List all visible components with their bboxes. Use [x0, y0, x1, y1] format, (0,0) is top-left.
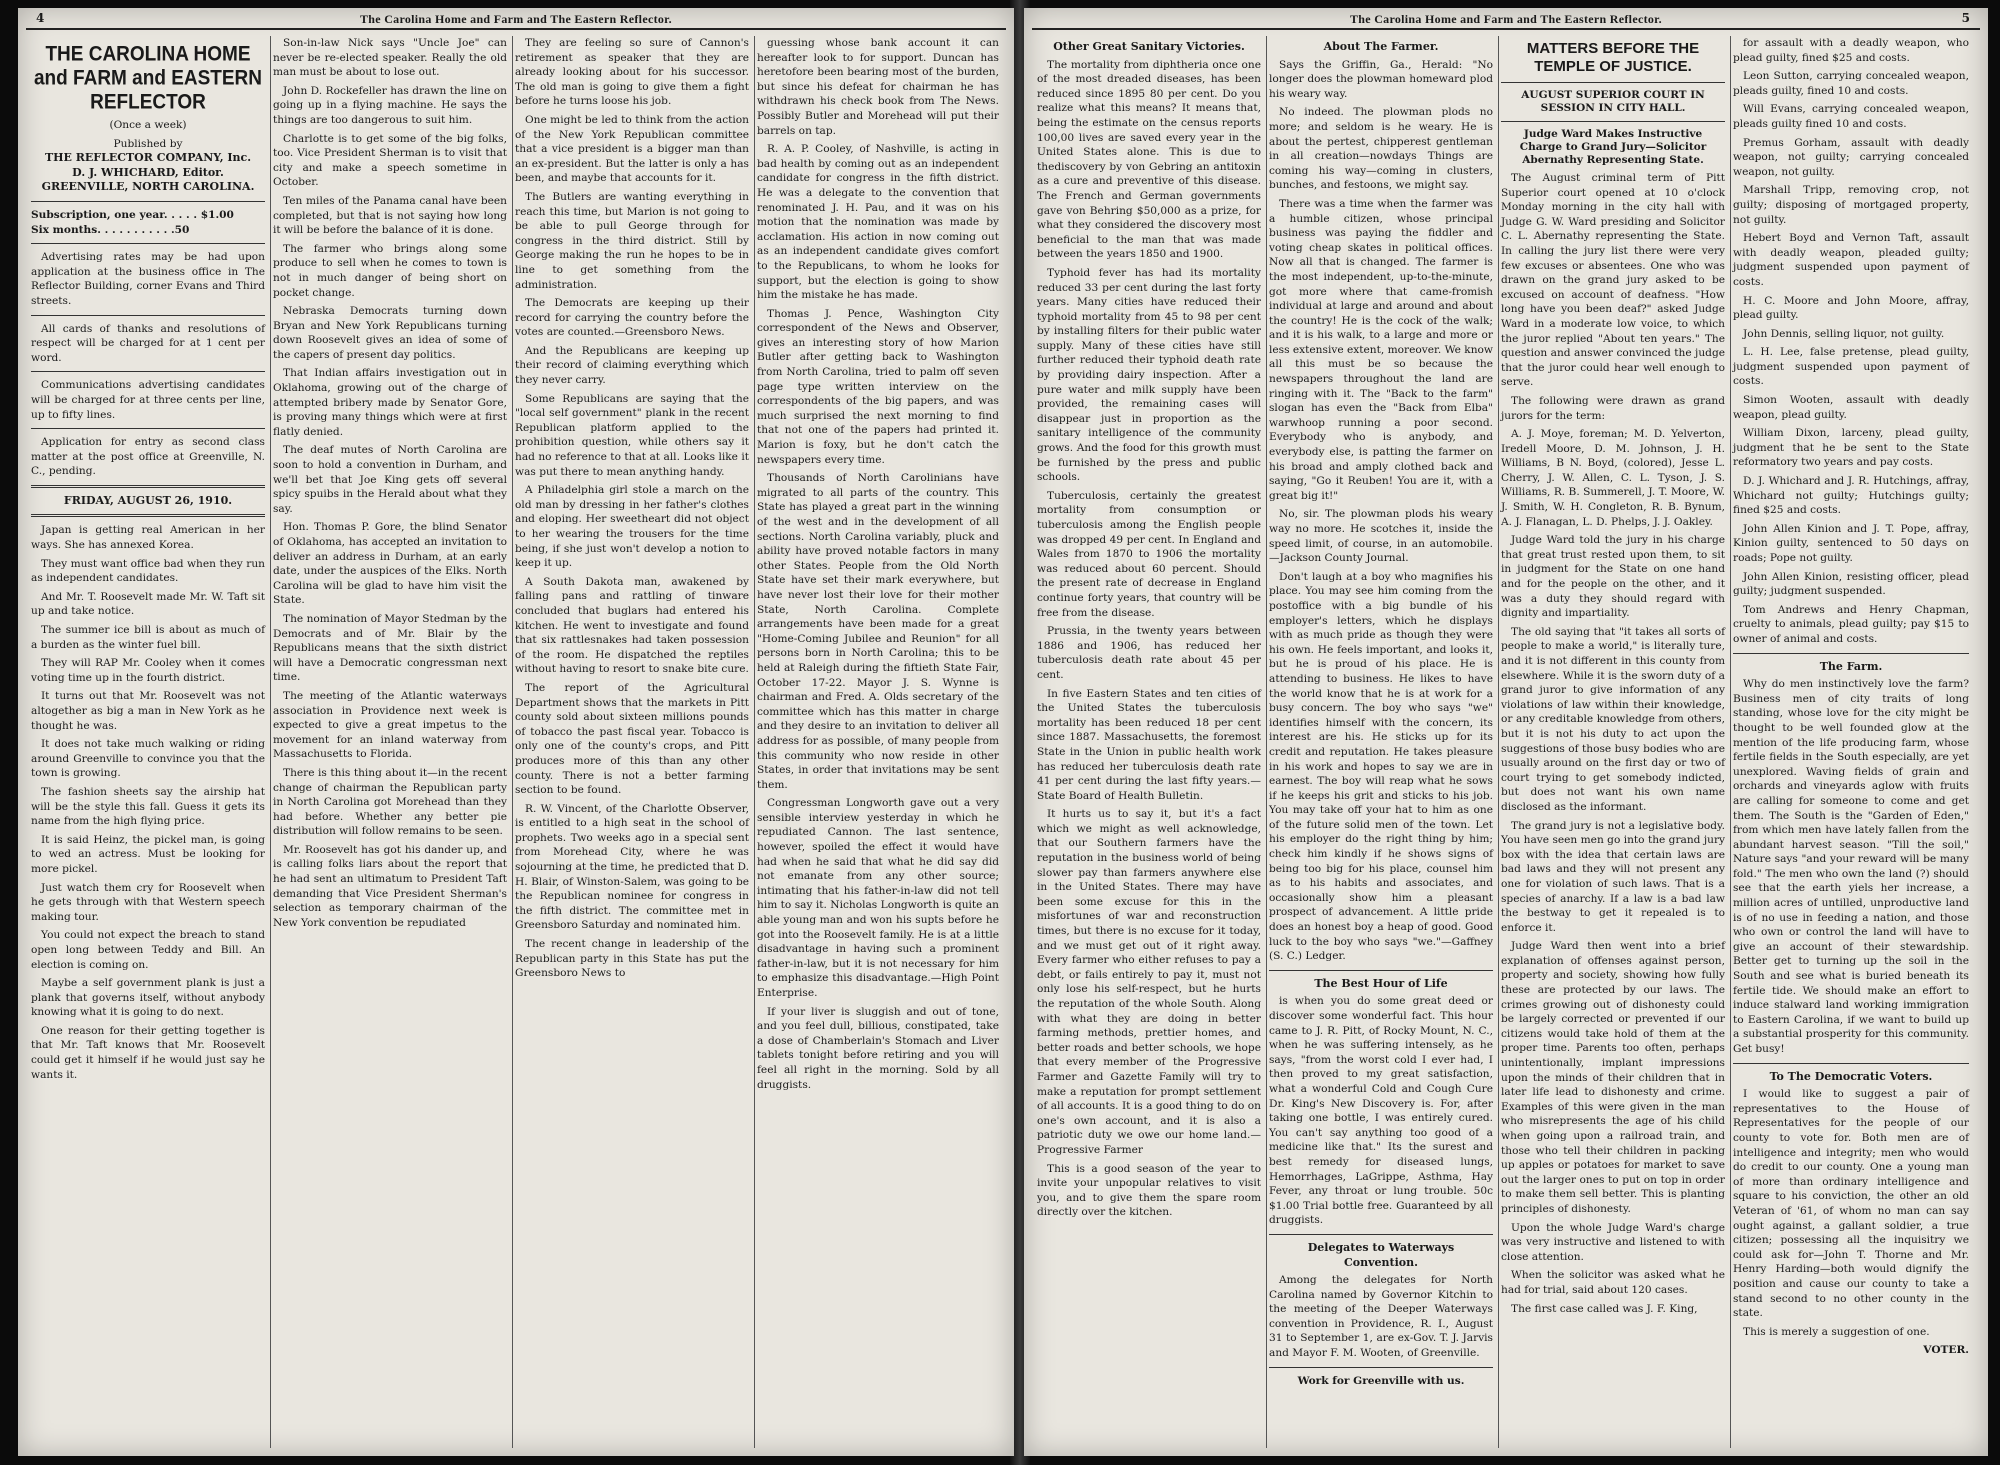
- voters-signature: VOTER.: [1923, 1344, 1969, 1357]
- rule: [31, 315, 265, 316]
- article-paragraph: The fashion sheets say the airship hat will be the style this fall. Guess it gets its name from the high flying price.: [31, 785, 265, 828]
- published-by: Published by: [113, 137, 183, 150]
- newspaper-page-right: [1024, 8, 1988, 1456]
- article-paragraph: Tom Andrews and Henry Chapman, cruelty to animals, plead guilty; pay $15 to owner of animal and costs.: [1733, 603, 1969, 645]
- article-paragraph: One reason for their getting together is that Mr. Taft knows that Mr. Roosevelt could get it himself if he would just say he wants it.: [31, 1024, 265, 1081]
- article-paragraph: Judge Ward told the jury in his charge that great trust rested upon them, to sit in judgment for the State on one hand and for the people on the other, and it was a duty they should regard with dignity and impartiality.: [1501, 534, 1725, 620]
- paragraph-list: [757, 36, 999, 1092]
- article-paragraph: Just watch them cry for Roosevelt when he gets through with that Western speech making tour.: [31, 881, 265, 923]
- article-paragraph: It is said Heinz, the pickel man, is going to wed an actress. Must be looking for more pickel.: [31, 833, 265, 875]
- article-paragraph: Will Evans, carrying concealed weapon, pleads guilty fined 10 and costs.: [1733, 103, 1969, 130]
- headline-voters: To The Democratic Voters.: [1769, 1069, 1933, 1083]
- rule: [1733, 653, 1969, 654]
- article-paragraph: A Philadelphia girl stole a march on the old man by dressing in her father's clothes and eloping. Her sweetheart did not object to her wearing the trousers for the time being, if she just won't develop a notion to keep it up.: [515, 484, 749, 570]
- article-paragraph: The recent change in leadership of the Republican party in this State has put the Greensboro News to: [515, 938, 749, 980]
- article-paragraph: No indeed. The plowman plods no more; and seldom is he weary. He is about the pertest, chipperest gentleman in all creation—nowdays Things are coming his way—coming in clusters, bunches, and festoons, we might say.: [1269, 106, 1493, 192]
- article-paragraph: If your liver is sluggish and out of tone, and you feel dull, billious, constipated, take a dose of Chamberlain's Stomach and Liver tablets tonight before retiring and you will feel all right in the morning. Sold by all druggists.: [757, 1005, 999, 1091]
- article-paragraph: John Allen Kinion and J. T. Pope, affray, Kinion guilty, sentenced to 50 days on roads; Pope not guilty.: [1733, 522, 1969, 564]
- rule: [1269, 1234, 1493, 1235]
- article-paragraph: Leon Sutton, carrying concealed weapon, pleads guilty, fined 10 and costs.: [1733, 70, 1969, 97]
- running-head-right: The Carolina Home and Farm and The Eastern Reflector.: [1349, 12, 1662, 26]
- rule: [31, 514, 265, 517]
- headline-best-hour: The Best Hour of Life: [1314, 976, 1448, 990]
- subhead-charge: Judge Ward Makes Instructive Charge to Grand Jury—Solicitor Abernathy Representing State.: [1519, 128, 1707, 166]
- article-paragraph: Japan is getting real American in her ways. She has annexed Korea.: [31, 524, 265, 552]
- article-paragraph: And Mr. T. Roosevelt made Mr. W. Taft sit up and take notice.: [31, 590, 265, 618]
- article-paragraph: Mr. Roosevelt has got his dander up, and is calling folks liars about the report that he had sent an ultimatum to President Taft demanding that Vice President Sherman's selection as temporary chairman of the New York convention be repudiated: [273, 843, 507, 929]
- paragraph-list: [1733, 36, 1969, 647]
- company-name: THE REFLECTOR COMPANY, Inc.: [44, 151, 252, 165]
- article-paragraph: This is a good season of the year to invite your unpopular relatives to visit you, and to give them the spare room directly over the kitchen.: [1037, 1162, 1261, 1219]
- article-paragraph: Upon the whole Judge Ward's charge was very instructive and listened to with close attention.: [1501, 1221, 1725, 1263]
- paragraph-list: [273, 36, 507, 930]
- paragraph-list: [31, 523, 265, 1082]
- article-paragraph: The August criminal term of Pitt Superior court opened at 10 o'clock Monday morning in the city hall with Judge G. W. Ward presiding and Solicitor C. L. Abernathy representing the State. In calling the jury list there were very few excuses or absentees. One who was drawn on the grand jury asked to be excused on account of deafness. "How long have you been deaf?" asked Judge Ward in a moderate low voice, to which the juror replied "About ten years." The question and answer convinced the judge that the juror could hear well enough to serve.: [1501, 172, 1725, 389]
- article-paragraph: R. A. P. Cooley, of Nashville, is acting in bad health by coming out as an independent candidate for congress in the fifth district. He was a delegate to the convention that renominated J. H. Pau, and it was on his motion that the nomination was made by acclamation. His action in now coming out as an independent candidate gives comfort to the Republicans, to whom he looks for support, but the election is going to show him the mistake he has made.: [757, 143, 999, 302]
- article-paragraph: Nebraska Democrats turning down Bryan and New York Republicans turning down Roosevelt gives an idea of some of the capers of present day politics.: [273, 305, 507, 361]
- article-paragraph: The report of the Agricultural Department shows that the markets in Pitt county sold about sixteen millions pounds of tobacco the past fiscal year. Tobacco is only one of the county's crops, and Pitt produces more of this than any other county. There is not a better farming section to be found.: [515, 681, 749, 797]
- article-paragraph: When the solicitor was asked what he had for trial, said about 120 cases.: [1501, 1269, 1725, 1296]
- left-column-3: [510, 36, 755, 1448]
- headline-farm: The Farm.: [1819, 659, 1883, 673]
- headline-farmer: About The Farmer.: [1323, 40, 1439, 53]
- right-column-4: [1728, 36, 1974, 1448]
- article-paragraph: It turns out that Mr. Roosevelt was not altogether as big a man in New York as he thought he was.: [31, 690, 265, 732]
- subscription-six: Six months. . . . . . . . . . .50: [31, 223, 190, 236]
- article-paragraph: The old saying that "it takes all sorts of people to make a world," is literally ture, and it is not different in this county from elsewhere. While it is the sworn duty of a grand juror to give information of any violations of law within their knowledge, or any creditable knowledge from others, but it is not his duty to act upon the suggestions of those busy bodies who are usually around on the first day or two of court trying to get somebody indicted, but does not want his own name disclosed as the informant.: [1501, 625, 1725, 813]
- article-paragraph: Thomas J. Pence, Washington City correspondent of the News and Observer, gives an interesting story of how Marion Butler after getting back to Washington from North Carolina, tried to palm off seven page type written interview on the correspondents of the big papers, and was much surprised the next morning to find that not one of the papers had printed it. Marion is foxy, but he don't catch the newspapers every time.: [757, 307, 999, 466]
- article-paragraph: Ten miles of the Panama canal have been completed, but that is not saying how long it will be before the balance of it is done.: [273, 194, 507, 237]
- article-paragraph: Typhoid fever has had its mortality reduced 33 per cent during the last forty years. Many cities have reduced their typhoid mortality from 45 to 98 per cent by installing filters for their public water supply. Many of these cities have still further reduced their typhoid death rate by providing dairy inspection. After a pure water and milk supply have been provided, the remaining cases will disappear just in proportion as the sanitary intelligence of the community grows. And the food for this growth must be furnished by the press and public schools.: [1037, 266, 1261, 484]
- article-paragraph: Don't laugh at a boy who magnifies his place. You may see him coming from the postoffice with a big bundle of his employer's letters, which he displays with as much pride as though they were his own. He feels important, and looks it, but he is proud of his place. He is attending to business. He likes to have the world know that he is at work for a busy concern. The boy who says "we" identifies himself with the concern, its interest are his. He sticks up for its credit and reputation. He takes pleasure in his work and hopes to say we are in earnest. The boy will reap what he sows if he keeps his grit and sticks to his job. You may take off your hat to him as one of the future solid men of the town. Let his employer do the right thing by him; check him kindly if he shows signs of being too big for his place, counsel him as to his habits and associates, and occasionally show him a pleasant prospect of advancement. A little pride does an honest boy a heap of good. Good luck to the boy who says "we."—Gaffney (S. C.) Ledger.: [1269, 570, 1493, 963]
- right-column-3: [1496, 36, 1731, 1448]
- article-paragraph: In five Eastern States and ten cities of the United States the tuberculosis mortality has been reduced 18 per cent since 1887. Massachusetts, the foremost State in the Union in public health work has reduced her tuberculosis death rate 41 per cent during the last fifty years.—State Board of Health Bulletin.: [1037, 687, 1261, 802]
- right-column-1: [1032, 36, 1267, 1448]
- article-paragraph: John Dennis, selling liquor, not guilty.: [1743, 327, 1945, 340]
- article-paragraph: The first case called was J. F. King,: [1511, 1302, 1698, 1315]
- article-paragraph: The summer ice bill is about as much of a burden as the winter fuel bill.: [31, 624, 265, 651]
- headline-delegates: Delegates to Waterways Convention.: [1307, 1240, 1455, 1269]
- article-paragraph: Thousands of North Carolinians have migrated to all parts of the country. This State has played a great part in the winning of the west and in the development of all sections. North Carolina variably, pluck and ability have proved notable factors in many other States. People from the Old North State have set their mark everywhere, but have never lost their love for their mother State, North Carolina. Complete arrangements have been made for a great "Home-Coming Jubilee and Reunion" for all persons born in North Carolina; this to be held at Raleigh during the fiftieth State Fair, October 17-22. Mayor J. S. Wynne is chairman and Fred. A. Olds secretary of the committee which has this matter in charge and they desire to an invitation to deliver all address for as possible, of many people from this community who now reside in other States, in order that invitations may be sent them.: [757, 472, 999, 791]
- rule: [1733, 1063, 1969, 1064]
- left-column-2: [268, 36, 513, 1448]
- head-rule: [1032, 28, 1980, 30]
- article-paragraph: Son-in-law Nick says "Uncle Joe" can never be re-elected speaker. Really the old man must be about to lose out.: [273, 37, 507, 79]
- article-paragraph: for assault with a deadly weapon, who plead guilty, fined $25 and costs.: [1733, 37, 1969, 64]
- subscription-year: Subscription, one year. . . . . $1.00: [31, 208, 234, 221]
- best-hour-text: is when you do some great deed or discover some wonderful fact. This hour came to J. R. Pitt, of Rocky Mount, N. C., when he was suffering intensely, as he says, "from the worst cold I ever had, I then proved to my great satisfaction, what a wonderful Cold and Cough Cure Dr. King's New Discovery is. For, after taking one bottle, I was entirely cured. You can't say anything too good of a medicine like that." Its the surest and best remedy for diseased lungs, Hemorrhages, LaGrippe, Asthma, Hay Fever, any throat or lung trouble. 50c $1.00 Trial bottle free. Guaranteed by all druggists.: [1269, 995, 1493, 1227]
- left-column-4: [752, 36, 1004, 1448]
- article-paragraph: R. W. Vincent, of the Charlotte Observer, is entitled to a high seat in the school of prophets. Two weeks ago in a special sent from Morehead City, where he was sojourning at the time, he predicted that D. H. Blair, of Winston-Salem, was going to be the Republican nominee for congress in the fifth district. The committee met in Greensboro Saturday and nominated him.: [515, 802, 749, 932]
- article-paragraph: They will RAP Mr. Cooley when it comes voting time up in the fourth district.: [31, 657, 265, 684]
- article-paragraph: Congressman Longworth gave out a very sensible interview yesterday in which he repudiated Cannon. The last sentence, however, spoiled the effect it would have had when he said that what he did say did not emanate from any other source; intimating that his father-in-law did not tell him to say it. Nicholas Longworth is quite an able young man and won his supts before he got into the Roosevelt family. He is at a little disadvantage in having such a prominent father-in-law, but it is not necessary for him to emphasize this disadvantage.—High Point Enterprise.: [757, 797, 999, 999]
- article-paragraph: Simon Wooten, assault with deadly weapon, plead guilty.: [1733, 394, 1969, 421]
- notice-communications: Communications advertising candidates will be charged for at three cents per line, up to fifty lines.: [31, 379, 265, 421]
- delegates-text: Among the delegates for North Carolina named by Governor Kitchin to the meeting of the Deeper Waterways convention in Providence, R. I., August 31 to September 1, are ex-Gov. T. J. Jarvis and Mayor F. M. Wooten, of Greenville.: [1269, 1274, 1493, 1360]
- article-paragraph: The grand jury is not a legislative body. You have seen men go into the grand jury box with the idea that certain laws are bad laws and they will not present any one for violation of such laws. That is a species of anarchy. If a law is a bad law the bestway to get it repealed is to enforce it.: [1501, 819, 1725, 934]
- paragraph-list: [1037, 58, 1261, 1220]
- head-rule: [26, 28, 1006, 30]
- rule: [1501, 121, 1725, 122]
- article-paragraph: The following were drawn as grand jurors for the term:: [1501, 394, 1725, 422]
- article-paragraph: The nomination of Mayor Stedman by the Democrats and of Mr. Blair by the Republicans means that the sixth district will have a Democratic congressman next time.: [273, 612, 507, 684]
- article-paragraph: D. J. Whichard and J. R. Hutchings, affray, Whichard not guilty; Hutchings guilty; fined $25 and costs.: [1733, 475, 1969, 517]
- article-paragraph: Hon. Thomas P. Gore, the blind Senator of Oklahoma, has accepted an invitation to deliver an address in Durham, at an early date, under the auspices of the Elks. North Carolina will be glad to have him visit the State.: [273, 521, 507, 607]
- frequency: (Once a week): [109, 119, 187, 131]
- page-number-right: 5: [1961, 11, 1970, 25]
- article-paragraph: John D. Rockefeller has drawn the line on going up in a flying machine. He says the things are too dangerous to suit him.: [273, 84, 507, 126]
- notice-ads: Advertising rates may be had upon application at the business office in The Reflector Building, corner Evans and Third streets.: [31, 251, 265, 307]
- article-paragraph: A South Dakota man, awakened by falling pans and rattling of tinware concluded that buglars had entered his kitchen. He went to investigate and found that six rattlesnakes had taken possession of the room. He dispatched the reptiles without having to resort to snake bite cure.: [515, 575, 749, 676]
- notice-cards: All cards of thanks and resolutions of respect will be charged for at 1 cent per word.: [31, 322, 265, 364]
- article-paragraph: There was a time when the farmer was a humble citizen, whose principal business was paying the fiddler and voting cheap skates in political offices. Now all that is changed. The farmer is the most independent, up-to-the-minute, got more where that came-fromish individual at large and around and about the country! He is the cock of the walk; and it is his walk, to a large and more or less extensive extent, moreover. We know all this must be so because the newspapers throughout the land are ringing with it. The "Back to the farm" slogan has even the "Back from Elba" warwhoop running a poor second. Everybody who is anybody, and everybody else, is patting the farmer on his broad and amply clothed back and saying, "Go it Reuben! You are it, with a great big it!": [1269, 197, 1493, 502]
- article-paragraph: It does not take much walking or riding around Greenville to convince you that the town is growing.: [31, 738, 265, 780]
- article-paragraph: The meeting of the Atlantic waterways association in Providence next week is expected to give a great impetus to the movement for an inland waterway from Massachusetts to Florida.: [273, 689, 507, 761]
- editor-name: D. J. WHICHARD, Editor.: [72, 165, 224, 179]
- rule: [31, 485, 265, 488]
- article-paragraph: They are feeling so sure of Cannon's retirement as speaker that they are already looking about for his successor. The old man is going to give them a fight before he turns loose his job.: [515, 37, 749, 108]
- article-paragraph: H. C. Moore and John Moore, affray, plead guilty.: [1733, 294, 1969, 322]
- rule: [1269, 970, 1493, 971]
- article-paragraph: There is this thing about it—in the recent change of chairman the Republican party in North Carolina got Morehead than they had before. Whether any better pie distribution will follow remains to be seen.: [273, 766, 507, 838]
- article-paragraph: L. H. Lee, false pretense, plead guilty, judgment suspended upon payment of costs.: [1733, 346, 1969, 388]
- article-paragraph: You could not expect the breach to stand open long between Teddy and Bill. An election is coming on.: [31, 929, 265, 971]
- article-paragraph: Judge Ward then went into a brief explanation of offenses against person, property and society, showing how fully these are protected by our laws. The crimes growing out of dishonesty could be largely corrected or prevented if our citizens would take hold of them at the proper time. Parents too often, perhaps unintentionally, implant impressions upon the minds of their children that in later life lead to dishonesty and crime. Examples of this were given in the man who misrepresents the age of his child when going upon a railroad train, and those who tell their children in packing up apples or potatoes for market to save out the larger ones to put on top in order to make them sell better. This is planting principles of dishonesty.: [1501, 940, 1725, 1215]
- rule: [31, 428, 265, 429]
- voters-text: I would like to suggest a pair of representatives to the House of Representatives for the people of our county to vote for. Both men are of intelligence and integrity; men who would do credit to our county. One a young man of more than ordinary intelligence and square to his conviction, the other an old Veteran of '61, of whom no man can say ought against, a gallant soldier, a true citizen; possessing all the inquisitry we could ask for—John T. Thorne and Mr. Henry Harding—both would dignify the position and cause our county to take a stand second to no other county in the state.: [1733, 1088, 1969, 1320]
- rule: [31, 243, 265, 244]
- rule: [1269, 1367, 1493, 1368]
- article-paragraph: Prussia, in the twenty years between 1886 and 1906, has reduced her tuberculosis death rate about 45 per cent.: [1037, 625, 1261, 681]
- article-paragraph: The Butlers are wanting everything in reach this time, but Marion is not going to be able to pull George through for congress in the third district. Still by George making the run he hopes to be in line to get something from the administration.: [515, 190, 749, 291]
- voters-note: This is merely a suggestion of one.: [1743, 1325, 1930, 1338]
- article-paragraph: Says the Griffin, Ga., Herald: "No longer does the plowman homeward plod his weary way.: [1269, 58, 1493, 100]
- article-paragraph: Marshall Tripp, removing crop, not guilty; disposing of mortgaged property, not guilty.: [1733, 184, 1969, 226]
- article-paragraph: And the Republicans are keeping up their record of claiming everything which they never carry.: [515, 344, 749, 387]
- page-number-left: 4: [36, 11, 45, 25]
- masthead: THE CAROLINA HOME and FARM and EASTERN REFLECTOR: [33, 42, 262, 115]
- article-paragraph: That Indian affairs investigation out in Oklahoma, growing out of the charge of attempted bribery made by Senator Gore, is proving many things which were at first flatly denied.: [273, 367, 507, 438]
- paragraph-list: [1269, 58, 1493, 964]
- article-paragraph: Hebert Boyd and Vernon Taft, assault with deadly weapon, pleaded guilty; judgment suspended upon payment of costs.: [1733, 232, 1969, 288]
- article-paragraph: It hurts us to say it, but it's a fact which we might as well acknowledge, that our Southern farmers have the reputation in the business world of being slower pay than farmers anywhere else in the United States. There may have been some excuse for this in the misfortunes of war and reconstruction times, but there is no excuse for it today, and we must get out of it right away. Every farmer who either refuses to pay a debt, or fails entirely to pay it, must not only lose his self-respect, but he hurts the reputation of the whole South. Along with what they are doing in better farming methods, prettier homes, and better roads and better schools, we hope that every member of the Progressive Farmer and Gazette Family will try to make a reputation for prompt settlement of all accounts. It is a good thing to do on one's own account, and it is also a patriotic duty we owe our home land.—Progressive Farmer: [1037, 808, 1261, 1156]
- article-paragraph: The Democrats are keeping up their record for carrying the country before the votes are counted.—Greensboro News.: [515, 297, 749, 339]
- headline-sanitary: Other Great Sanitary Victories.: [1053, 40, 1245, 53]
- notice-entry: Application for entry as second class matter at the post office at Greenville, N. C., pending.: [31, 436, 265, 478]
- article-paragraph: Tuberculosis, certainly the greatest mortality from consumption or tuberculosis among the English people was dropped 49 per cent. In England and Wales from 1870 to 1906 the mortality was reduced about 60 percent. Should the present rate of decrease in England continue forty years, that country will be free from the disease.: [1037, 489, 1261, 619]
- right-column-2: [1264, 36, 1499, 1448]
- work-slogan: Work for Greenville with us.: [1297, 1374, 1465, 1387]
- article-paragraph: The farmer who brings along some produce to sell when he comes to town is not in much danger of being short on pocket change.: [273, 242, 507, 299]
- rule: [31, 371, 265, 372]
- subhead-court: AUGUST SUPERIOR COURT IN SESSION IN CITY HALL.: [1521, 89, 1705, 114]
- newspaper-page-left: [18, 8, 1014, 1456]
- article-paragraph: Premus Gorham, assault with deadly weapon, not guilty; carrying concealed weapon, not guilty.: [1733, 136, 1969, 178]
- left-column-1: [26, 36, 271, 1448]
- paragraph-list: [1501, 171, 1725, 1316]
- article-paragraph: Maybe a self government plank is just a plank that governs itself, without anybody knowing what it is going to do next.: [31, 977, 265, 1019]
- running-head-left: The Carolina Home and Farm and The Eastern Reflector.: [359, 12, 672, 26]
- article-paragraph: One might be led to think from the action of the New York Republican committee that a vice president is a bigger man than an ex-president. But the latter is only a has been, and maybe that accounts for it.: [515, 113, 749, 185]
- rule: [31, 201, 265, 202]
- article-paragraph: The deaf mutes of North Carolina are soon to hold a convention in Durham, and we'll bet that Joe King gets off several spicy spuibs in the Herald about what they say.: [273, 444, 507, 515]
- article-paragraph: John Allen Kinion, resisting officer, plead guilty; judgment suspended.: [1733, 570, 1969, 598]
- article-paragraph: They must want office bad when they run as independent candidates.: [31, 557, 265, 585]
- headline-justice: MATTERS BEFORE THE TEMPLE OF JUSTICE.: [1526, 40, 1700, 75]
- location: GREENVILLE, NORTH CAROLINA.: [41, 180, 255, 194]
- paragraph-list: [515, 36, 749, 981]
- issue-date: FRIDAY, AUGUST 26, 1910.: [63, 493, 233, 507]
- article-paragraph: William Dixon, larceny, plead guilty, judgment that he be sent to the State reformatory two years and pay costs.: [1733, 427, 1969, 469]
- article-paragraph: Charlotte is to get some of the big folks, too. Vice President Sherman is to visit that city and make a speech sometime in October.: [273, 132, 507, 189]
- article-paragraph: guessing whose bank account it can hereafter look to for support. Duncan has heretofore been bearing most of the burden, but since his defeat for chairman he has withdrawn his check book from The News. Possibly Butler and Morehead will put their barrels on tap.: [757, 37, 999, 137]
- rule: [1501, 82, 1725, 83]
- article-paragraph: Some Republicans are saying that the "local self government" plank in the recent Republican platform applied to the prohibition question, while others say it had no reference to that at all. Looks like it was put there to mean anything handy.: [515, 392, 749, 478]
- article-paragraph: The mortality from diphtheria once one of the most dreaded diseases, has been reduced since 1895 80 per cent. Do you realize what this means? It means that, being the estimate on the census reports 100,00 lives are saved every year in the United States alone. This is due to thediscovery by von Gebring an antitoxin as a cure and preventive of this disease. The French and German governments gave von Behring $50,000 as a prize, for what they considered the discovery most beneficial to the man that was made between the years 1850 and 1900.: [1037, 58, 1261, 261]
- article-paragraph: No, sir. The plowman plods his weary way no more. He scotches it, inside the speed limit, of course, in an automobile.—Jackson County Journal.: [1269, 508, 1493, 565]
- farm-text: Why do men instinctively love the farm? Business men of city traits of long standing, whose love for the city might be thought to be well founded glow at the mention of the life producing farm, whose fertile fields in the South especially, are yet unexplored. Waving fields of grain and orchards and vineyards aglow with fruits are calling for someone to come and get them. The South is the "Garden of Eden," from which men have lately fallen from the abundant harvest season. "Till the soil," Nature says "and your reward will be many fold." The men who own the land (?) should see that the earth yiels her increase, a million acres of untilled, unproductive land is of no use in feeding a nation, and those who own or control the land will have to give an account of their stewardship. Better get to turning up the soil in the South and see what is buried beneath its fertile tide. We should make an effort to induce stalward land working immigration to Eastern Carolina, if we want to build up a substantial prosperity for this community. Get busy!: [1733, 678, 1969, 1055]
- article-paragraph: A. J. Moye, foreman; M. D. Yelverton, Iredell Moore, D. M. Johnson, J. H. Williams, B N. Boyd, (colored), Jesse L. Cherry, J. W. Allen, C. L. Tyson, J. S. Williams, R. B. Summerell, J. T. Moore, W. J. Smith, W. H. Congleton, R. B. Bynum, A. J. Flanagan, L. D. Phelps, J. J. Oakley.: [1501, 428, 1725, 528]
